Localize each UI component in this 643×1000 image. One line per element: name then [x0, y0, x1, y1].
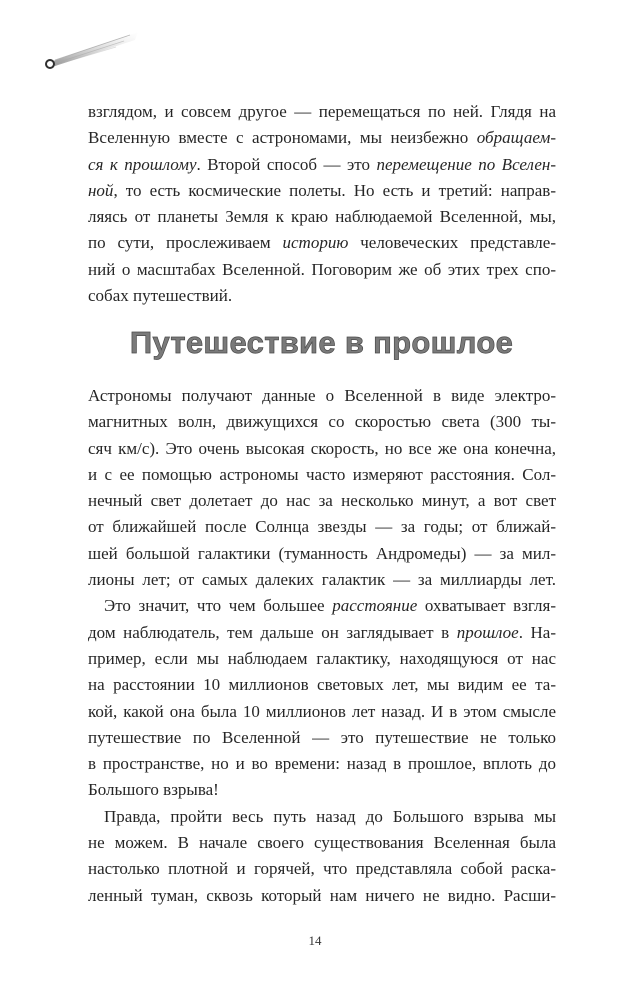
section-body-text: [88, 383, 556, 909]
text-line: [88, 409, 556, 435]
italic-emphasis: прошлое: [456, 622, 519, 642]
text-line: [88, 567, 556, 593]
text-line: [88, 514, 556, 540]
text-span: ляясь от планеты Земля к краю наблюдаемой Вселенной, мы,: [88, 207, 556, 227]
text-line: [88, 283, 556, 309]
comet-icon: [38, 26, 142, 72]
text-span: путешествие по Вселенной — это путешествие не только: [88, 727, 556, 747]
paragraph: [88, 593, 556, 803]
text-span: на расстоянии 10 миллионов световых лет, мы видим ее та-: [88, 675, 556, 695]
italic-emphasis: ся к прошлому: [88, 154, 197, 174]
text-line: [88, 593, 556, 619]
text-line: [88, 830, 556, 856]
text-line: [88, 436, 556, 462]
text-line: [88, 257, 556, 283]
text-span: в пространстве, но и во времени: назад в прошлое, вплоть до: [88, 754, 556, 774]
paragraph: [88, 804, 556, 909]
text-line: [88, 620, 556, 646]
text-line: [88, 383, 556, 409]
text-span: , то есть космические полеты. Но есть и третий: направ-: [113, 180, 556, 200]
text-span: взглядом, и совсем другое — перемещаться по ней. Глядя на: [88, 102, 556, 121]
text-span: от ближайшей после Солнца звезды — за годы; от ближай-: [88, 517, 556, 537]
text-span: лионы лет; от самых далеких галактик — за миллиарды лет.: [88, 570, 556, 590]
text-line: [88, 99, 556, 125]
text-line: [88, 804, 556, 830]
text-span: охватывает взгля-: [417, 596, 556, 616]
text-line: [88, 646, 556, 672]
text-span: кой, какой она была 10 миллионов лет назад. И в этом смысле: [88, 701, 556, 721]
text-span: Вселенную вместе с астрономами, мы неизбежно: [88, 128, 477, 148]
italic-emphasis: расстояние: [332, 596, 418, 616]
text-line: [88, 751, 556, 777]
text-span: настолько плотной и горячей, что представляла собой раска-: [88, 859, 556, 879]
text-span: Астрономы получают данные о Вселенной в виде электро-: [88, 386, 556, 405]
text-line: [88, 204, 556, 230]
text-line: [88, 462, 556, 488]
text-span: Большого взрыва!: [88, 780, 219, 800]
text-line: [88, 125, 556, 151]
text-span: . Второй способ — это: [196, 154, 377, 174]
text-span: магнитных волн, движущихся со скоростью света (300 ты-: [88, 412, 556, 432]
text-line: [88, 777, 556, 803]
text-line: [88, 725, 556, 751]
text-span: . На-: [518, 622, 556, 642]
text-span: ний о масштабах Вселенной. Поговорим же об этих трех спо-: [88, 259, 556, 279]
section-heading: Путешествие в прошлое: [129, 325, 514, 360]
text-span: не можем. В начале своего существования Вселенная была: [88, 833, 556, 853]
text-span: собах путешествий.: [88, 286, 233, 306]
text-span: человеческих представле-: [348, 233, 556, 253]
text-span: и с ее помощью астрономы часто измеряют расстояния. Сол-: [88, 464, 556, 484]
text-line: [88, 541, 556, 567]
text-span: Это значит, что чем большее: [104, 596, 333, 616]
italic-emphasis: обращаем-: [476, 128, 556, 148]
text-line: [88, 883, 556, 909]
italic-emphasis: ной: [88, 180, 114, 200]
page-number: 14: [308, 933, 322, 948]
text-line: [88, 152, 556, 178]
intro-text: [88, 99, 556, 309]
text-span: шей большой галактики (туманность Андромеды) — за мил-: [88, 543, 556, 563]
text-span: пример, если мы наблюдаем галактику, находящуюся от нас: [88, 648, 556, 668]
text-line: [88, 672, 556, 698]
paragraph: [88, 383, 556, 593]
text-line: [88, 178, 556, 204]
italic-emphasis: перемещение по Вселен-: [376, 154, 556, 174]
text-span: Правда, пройти весь путь назад до Большого взрыва мы: [104, 806, 556, 826]
text-line: [88, 230, 556, 256]
text-span: дом наблюдатель, тем дальше он заглядывает в: [88, 622, 457, 642]
text-span: по сути, прослеживаем: [88, 233, 283, 253]
text-span: ленный туман, сквозь который нам ничего не видно. Расши-: [88, 885, 556, 905]
text-line: [88, 488, 556, 514]
text-line: [88, 699, 556, 725]
paragraph: [88, 99, 556, 309]
text-span: нечный свет долетает до нас за несколько минут, а вот свет: [88, 491, 556, 511]
text-span: сяч км/с). Это очень высокая скорость, но все же она конечна,: [88, 438, 556, 458]
text-line: [88, 856, 556, 882]
italic-emphasis: историю: [282, 233, 349, 253]
